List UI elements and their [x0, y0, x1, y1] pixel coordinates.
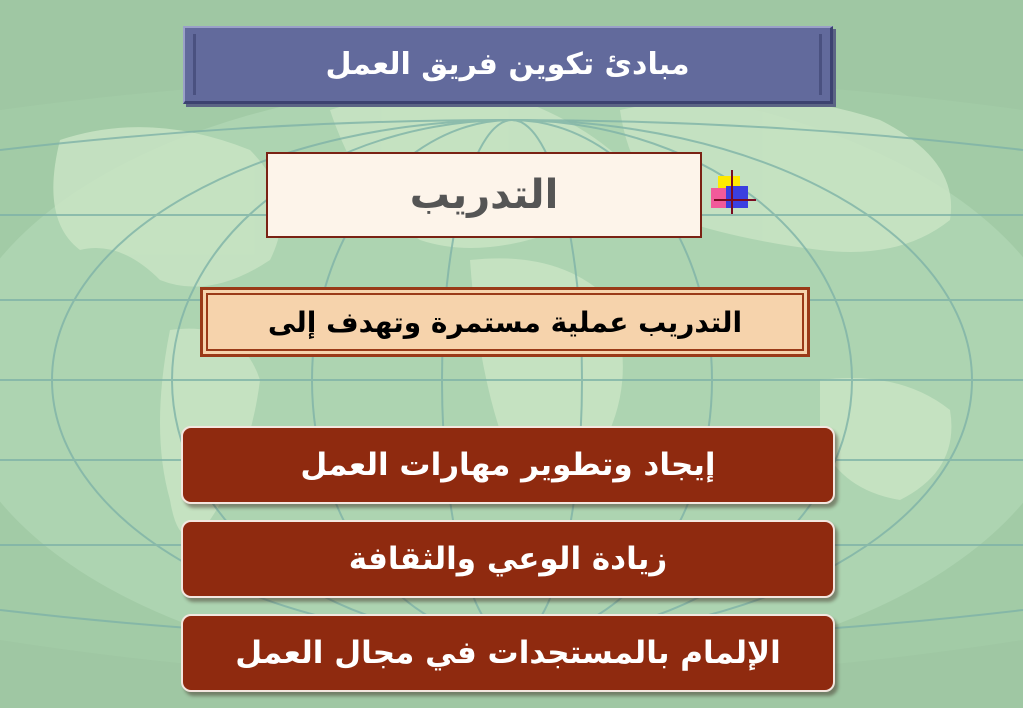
statement-box [200, 287, 810, 357]
section-heading: التدريب [409, 172, 559, 218]
goal-item-label: الإلمام بالمستجدات في مجال العمل [235, 635, 781, 671]
squares-cross-bullet-icon [710, 170, 760, 214]
goal-item-2[interactable] [181, 520, 835, 598]
statement-text: التدريب عملية مستمرة وتهدف إلى [267, 305, 743, 339]
goal-item-3[interactable] [181, 614, 835, 692]
slide-title: مبادئ تكوين فريق العمل [325, 47, 690, 82]
goal-item-label: زيادة الوعي والثقافة [348, 541, 668, 577]
goal-item-1[interactable] [181, 426, 835, 504]
section-heading-box [266, 152, 702, 238]
goal-item-label: إيجاد وتطوير مهارات العمل [300, 447, 716, 483]
title-banner [183, 26, 833, 104]
